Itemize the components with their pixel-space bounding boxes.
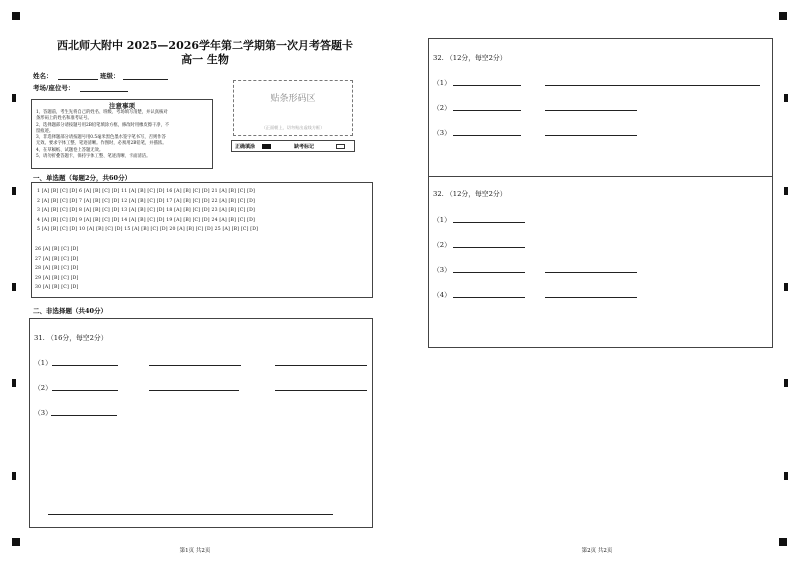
answer-line[interactable] [453,85,521,86]
registration-mark [12,538,20,546]
mcq-row[interactable]: 1 [A] [B] [C] [D] 6 [A] [B] [C] [D] 11 [A] [B] [C] [D] 16 [A] [B] [C] [D] 21 [A] [B] [C] [D] [37,189,255,194]
answer-line[interactable] [545,272,637,273]
answer-line[interactable] [545,297,637,298]
registration-mark [12,12,20,20]
barcode-label: 贴条形码区 [270,94,316,104]
q32a-blank-label: （2） [433,104,451,112]
answer-line[interactable] [51,415,117,416]
barcode-area [233,80,353,136]
registration-mark [779,12,787,20]
absent-label: 缺考标记 [294,144,315,150]
answer-line[interactable] [275,365,367,366]
q31-header: 31. （16分，每空2分） [34,334,108,342]
timing-mark [784,94,788,102]
absent-checkbox[interactable] [336,144,345,149]
timing-mark [12,472,16,480]
name-field[interactable] [58,79,98,80]
answer-line[interactable] [48,514,333,515]
answer-line[interactable] [545,85,760,86]
notice-line: 3、非选择题部分请按题号用0.5毫米黑色墨水签字笔书写，否则作答 [36,135,166,141]
mcq-row[interactable]: 2 [A] [B] [C] [D] 7 [A] [B] [C] [D] 12 [A] [B] [C] [D] 17 [A] [B] [C] [D] 22 [A] [B] [C] [D] [37,198,255,204]
class-label: 班级： [100,72,120,80]
notice-title: 注意事项 [109,102,135,110]
q32b-blank-label: （1） [433,216,451,224]
notice-line: 条形码上的姓名和准考证号。 [36,116,92,122]
answer-line[interactable] [453,110,521,111]
answer-line[interactable] [545,135,637,136]
answer-line[interactable] [453,247,525,248]
q32a-header: 32. （12分，每空2分） [433,54,507,62]
divider [429,176,772,177]
mcq-row[interactable]: 4 [A] [B] [C] [D] 9 [A] [B] [C] [D] 14 [A] [B] [C] [D] 19 [A] [B] [C] [D] 24 [A] [B] [C] [D] [37,217,255,223]
q32b-blank-label: （3） [433,266,451,274]
notice-line: 2、选择题部分请按题号用2B铅笔填涂方框，修改时用橡皮擦干净，不 [36,122,170,128]
timing-mark [12,94,16,102]
room-seat-label: 考场/座位号： [33,84,75,92]
timing-mark [784,187,788,195]
mcq-row[interactable]: 27 [A] [B] [C] [D] [35,256,79,262]
notice-line: 1、答题前，考生先将自己的姓名、班级、考场填写清楚，并认真核对 [36,110,168,115]
timing-mark [784,379,788,387]
notice-box [31,99,213,169]
answer-line[interactable] [149,390,239,391]
answer-line[interactable] [275,390,367,391]
page-subtitle: 高一 生物 [181,53,229,66]
q32a-blank-label: （3） [433,129,451,137]
timing-mark [12,379,16,387]
answer-line[interactable] [52,365,118,366]
registration-mark [779,538,787,546]
notice-line: 无效。要求字体工整、笔迹清晰。作图时，必须用2B铅笔，并描浓。 [36,141,167,147]
timing-mark [784,283,788,291]
page-title: 西北师大附中 2025—2026学年第二学期第一次月考答题卡 [56,39,354,52]
mcq-row[interactable]: 30 [A] [B] [C] [D] [35,285,79,290]
fill-example-box [231,140,355,152]
answer-line[interactable] [52,390,118,391]
notice-line: 4、在草稿纸、试题卷上答题无效。 [36,147,104,153]
q32b-blank-label: （2） [433,241,451,249]
timing-mark [784,472,788,480]
room-seat-field[interactable] [80,91,128,92]
answer-line[interactable] [149,365,241,366]
answer-line[interactable] [545,110,637,111]
mcq-row[interactable]: 3 [A] [B] [C] [D] 8 [A] [B] [C] [D] 13 [A] [B] [C] [D] 18 [A] [B] [C] [D] 23 [A] [B] [C] [D] [37,208,255,213]
barcode-note: （正面朝上，切勿贴出虚线方框） [261,125,325,130]
timing-mark [12,187,16,195]
timing-mark [12,283,16,291]
name-label: 姓名： [33,72,53,80]
class-field[interactable] [123,79,168,80]
q31-blank-label: （2） [34,384,52,392]
q31-blank-label: （1） [34,359,52,367]
answer-line[interactable] [453,222,525,223]
answer-line[interactable] [453,297,525,298]
mcq-row[interactable]: 26 [A] [B] [C] [D] [35,247,79,252]
section2-title: 二、非选择题（共40分） [33,307,108,315]
notice-line: 5、请勿折叠答题卡，保持字体工整、笔迹清晰、卡面清洁。 [36,154,151,160]
answer-line[interactable] [453,135,521,136]
answer-line[interactable] [453,272,525,273]
notice-line: 留痕迹。 [36,128,54,134]
mcq-row[interactable]: 28 [A] [B] [C] [D] [35,266,79,271]
q31-blank-label: （3） [34,409,52,417]
mcq-row[interactable]: 5 [A] [B] [C] [D] 10 [A] [B] [C] [D] 15 [A] [B] [C] [D] 20 [A] [B] [C] [D] 25 [A] [B] [C] [D] [37,227,259,232]
q32b-blank-label: （4） [433,291,451,299]
filled-mark-example [262,144,271,149]
q32b-header: 32. （12分，每空2分） [433,190,507,198]
mcq-area [31,182,373,298]
fill-correct-label: 正确填涂 [235,144,256,150]
section1-title: 一、单选题（每题2分，共60分） [33,174,132,182]
page2-answer-panel [428,38,773,348]
mcq-row[interactable]: 29 [A] [B] [C] [D] [35,275,79,281]
page1-footer: 第1页 共2页 [179,548,211,554]
q31-answer-box [29,318,373,528]
page2-footer: 第2页 共2页 [581,548,613,554]
q32a-blank-label: （1） [433,79,451,87]
